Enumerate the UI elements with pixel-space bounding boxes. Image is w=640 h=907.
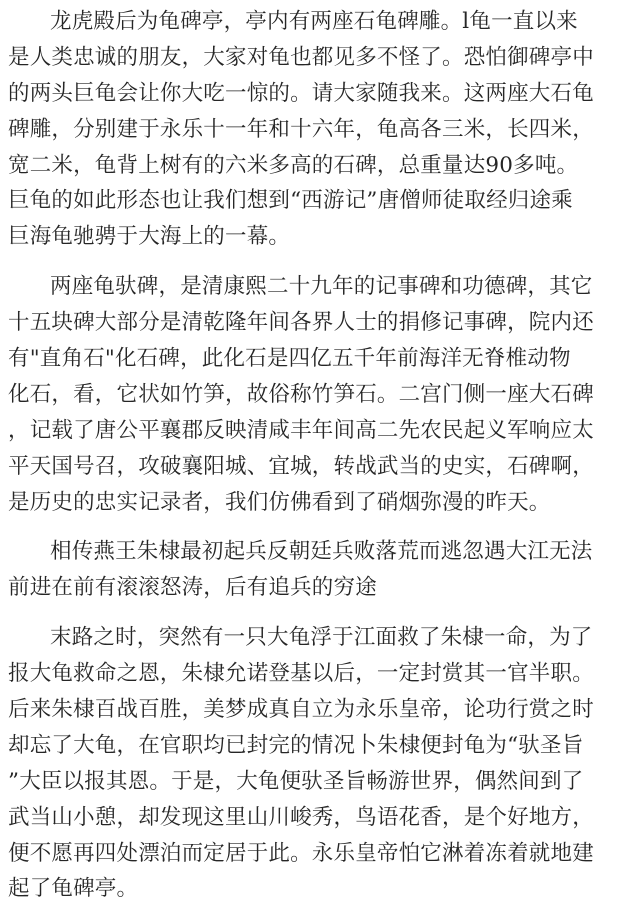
text-line: 龙虎殿后为龟碑亭，亭内有两座石龟碑雕。l龟一直以来 [50,9,578,34]
text-line: 宽二米，龟背上树有的六米多高的石碑，总重量达90多吨。 [8,152,579,178]
text-line: 前进在前有滚滚怒涛，后有追兵的穷途 [8,575,377,601]
text-line: 平天国号召，攻破襄阳城、宜城，转战武当的史实，石碑啊， [8,453,594,479]
text-line: 的两头巨龟会让你大吃一惊的。请大家随我来。这两座大石龟 [8,80,594,106]
text-line: 巨海龟驰骋于大海上的一幕。 [8,224,291,250]
text-line: 武当山小憩，却发现这里山川峻秀，鸟语花香，是个好地方， [8,804,594,830]
text-line: 化石，看，它状如竹笋，故俗称竹笋石。二宫门侧一座大石碑 [8,381,594,407]
text-line: 巨龟的如此形态也让我们想到“西游记”唐僧师徒取经归途乘 [8,188,573,214]
text-line: ，记载了唐公平襄郡反映清咸丰年间高二先农民起义军响应太 [8,417,594,443]
text-line: 便不愿再四处漂泊而定居于此。永乐皇帝怕它淋着冻着就地建 [8,840,594,866]
text-line: 有"直角石"化石碑，此化石是四亿五千年前海洋无脊椎动物 [8,346,571,372]
text-line: 起了龟碑亭。 [8,876,139,902]
text-line: 末路之时，突然有一只大龟浮于江面救了朱棣一命，为了 [50,625,593,651]
text-line: 两座龟驮碑，是清康熙二十九年的记事碑和功德碑，其它 [50,274,593,300]
text-line: 却忘了大龟，在官职均已封完的情况卜朱棣便封龟为“驮圣旨 [8,732,584,758]
paragraph-stele-history [8,269,632,520]
text-line: 是历史的忠实记录者，我们仿佛看到了硝烟弥漫的昨天。 [8,489,551,515]
text-line: 相传燕王朱棣最初起兵反朝廷兵败落荒而逃忽遇大江无法 [50,539,593,565]
paragraph-legend-end [8,620,632,907]
text-line: 是人类忠诚的朋友，大家对龟也都见多不怪了。恐怕御碑亭中 [8,44,594,70]
text-line: 碑雕，分别建于永乐十一年和十六年，龟高各三米，长四米， [8,116,594,142]
text-line: 后来朱棣百战百胜，美梦成真自立为永乐皇帝，论功行赏之时 [8,697,594,723]
text-line: ”大臣以报其恩。于是，大龟便驮圣旨畅游世界，偶然间到了 [8,768,584,794]
paragraph-turtle-pavilion [8,0,632,255]
paragraph-legend-start [8,534,632,606]
text-line: 报大龟救命之恩，朱棣允诺登基以后，一定封赏其一官半职。 [8,661,594,687]
text-line: 十五块碑大部分是清乾隆年间各界人士的捐修记事碑，院内还 [8,310,594,336]
